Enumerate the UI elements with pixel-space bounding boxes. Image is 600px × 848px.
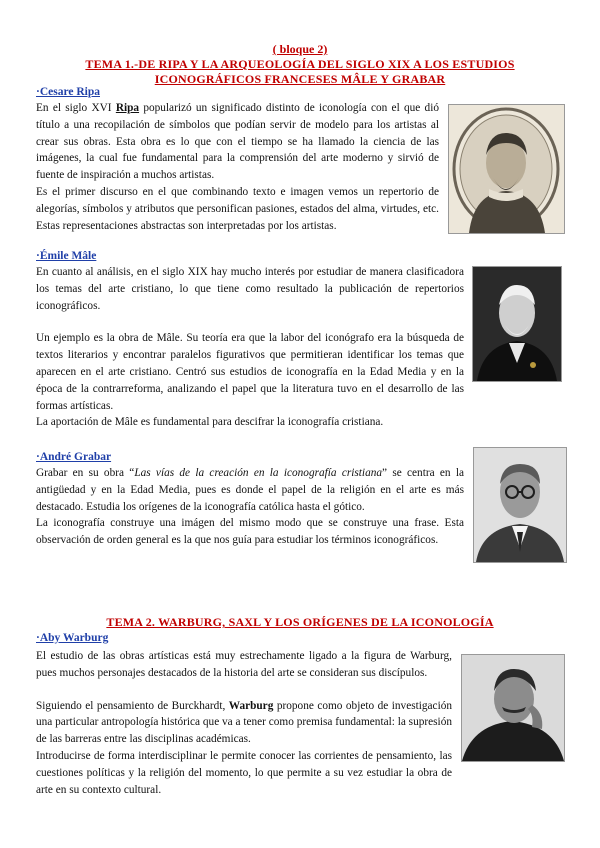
grabar-paragraph-1: Grabar en su obra “Las vías de la creación en la iconografía cristiana” se centra en la antigüedad y en la Edad Media, pues es donde el papel de la religión en el arte es más destacado. Estudia los orígenes de la iconografía católica hasta el gótico. <box>36 467 464 513</box>
male-paragraph-3: La aportación de Mâle es fundamental para descifrar la iconografía cristiana. <box>36 416 384 429</box>
male-portrait <box>472 266 562 382</box>
ripa-text <box>36 100 439 234</box>
ripa-paragraph-2: Es el primer discurso en el que combinando texto e imagen vemos un repertorio de alegorías, símbolos y atributos que personifican pasiones, estados del alma, virtudes, etc. Estas representaciones abstractas son interpretadas por los artistas. <box>36 185 439 232</box>
tema2-title: TEMA 2. WARBURG, SAXL Y LOS ORÍGENES DE LA ICONOLOGÍA <box>106 615 494 629</box>
ripa-heading: ·Cesare Ripa <box>36 86 100 98</box>
male-heading: ·Émile Mâle <box>36 250 97 262</box>
warburg-name: Warburg <box>228 699 274 712</box>
ripa-name: Ripa <box>115 102 140 114</box>
warburg-paragraph-3: Introducirse de forma interdisciplinar le permite conocer las corrientes de pensamiento, las cuestiones políticas y la religión del momento, lo que permite a su vez estudiar la obra de arte en su contexto cultural. <box>36 749 452 796</box>
bloque-label: ( bloque 2) <box>272 42 328 56</box>
male-paragraph-2: Un ejemplo es la obra de Mâle. Su teoría era que la labor del iconógrafo era la búsqueda de textos literarios y encontrar paralelos figurativos que permitieran identificar los temas que aparecen en el arte cristiano. Centró sus estudios de iconografía en la Edad Media y en la época de la contrarreforma, analizando el papel que la literatura tuvo en el desarrollo de las formas artísticas. <box>36 332 464 412</box>
grabar-portrait <box>473 447 567 563</box>
tema1-title-line2: ICONOGRÁFICOS FRANCESES MÂLE Y GRABAR <box>154 72 446 86</box>
warburg-paragraph-2: Siguiendo el pensamiento de Burckhardt, Warburg propone como objeto de investigación una particular antropología histórica que va a tener como premisa fundamental: la supresión de las barreras entre las disciplinas académicas. <box>36 699 453 746</box>
warburg-heading: ·Aby Warburg <box>36 632 109 644</box>
warburg-paragraph-1: El estudio de las obras artísticas está muy estrechamente ligado a la figura de Warburg, pues muchos personajes destacados de la historia del arte se consideran sus discípulos. <box>36 650 452 679</box>
male-paragraph-1: En cuanto al análisis, en el siglo XIX hay mucho interés por estudiar de manera clasificadora los temas del arte cristiano, lo que tiene como resultado la publicación de repertorios iconográficos. <box>36 266 464 312</box>
ripa-portrait <box>448 104 565 234</box>
grabar-heading: ·André Grabar <box>36 451 112 463</box>
grabar-paragraph-2: La iconografía construye una imágen del mismo modo que se construye una frase. Esta observación de orden general es la que nos guía para estudiar los términos iconográficos. <box>36 517 464 547</box>
grabar-book-title: Las vías de la creación en la iconografía cristiana <box>134 467 383 479</box>
tema1-title-line1: TEMA 1.-DE RIPA Y LA ARQUEOLOGÍA DEL SIGLO XIX A LOS ESTUDIOS <box>85 57 515 71</box>
male-text <box>36 264 464 431</box>
warburg-portrait <box>461 654 565 762</box>
grabar-text <box>36 465 464 549</box>
ripa-paragraph-1: En el siglo XVI Ripa popularizó un significado distinto de iconología con el que dió título a una recopilación de símbolos que podían servir de modelo para los artistas al crear sus obras. Esta obra es lo que con el tiempo se ha llamado la ciencia de las imágenes, la cual fue fundamental para la comprensión del arte moderno y sirvió de fuente de inspiración a muchos artistas. <box>36 102 439 182</box>
warburg-text <box>36 648 452 798</box>
